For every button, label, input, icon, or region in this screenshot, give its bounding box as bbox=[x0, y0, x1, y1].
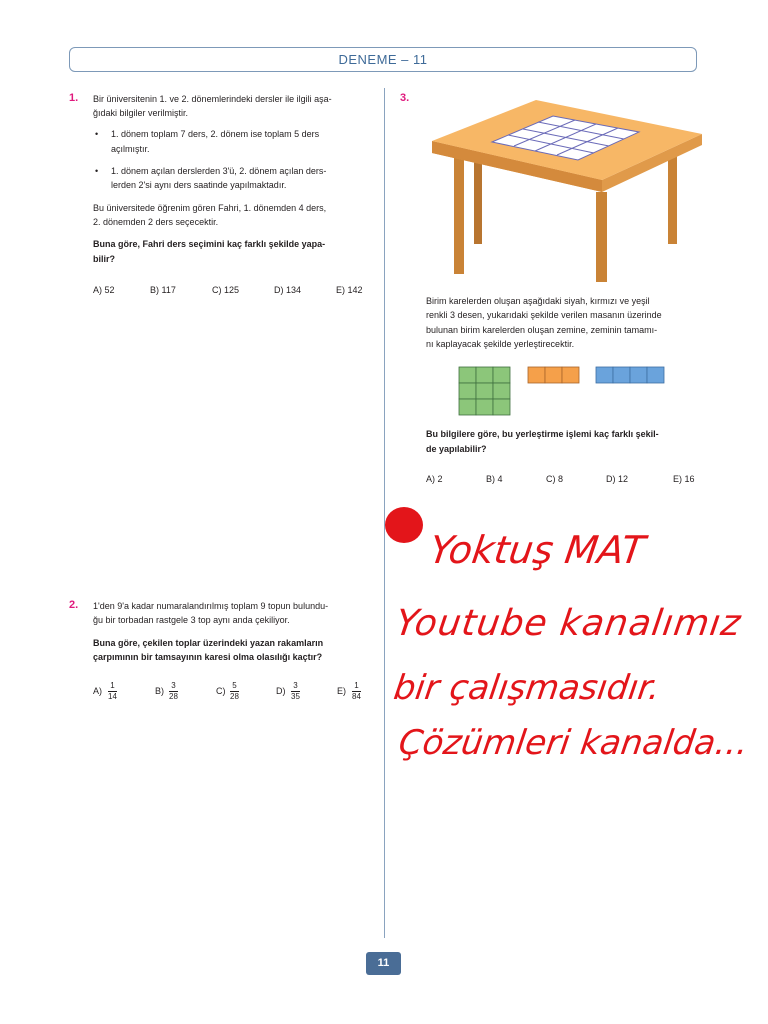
q2-intro-line2: ğu bir torbadan rastgele 3 top aynı anda çekiliyor. bbox=[93, 615, 290, 625]
q2-option-c-fraction[interactable]: $\frac{5}{28}$ bbox=[230, 681, 239, 701]
handwriting-line2: Youtube kanalımız bbox=[393, 603, 744, 644]
q2-option-e-fraction[interactable]: $\frac{1}{84}$ bbox=[352, 681, 361, 701]
q1-question-line1: Buna göre, Fahri ders seçimini kaç farklı şekilde yapa- bbox=[93, 239, 326, 249]
orange-pattern bbox=[528, 367, 579, 383]
table-leg bbox=[668, 154, 677, 244]
q1-bullet1-line1: 1. dönem toplam 7 ders, 2. dönem ise toplam 5 ders bbox=[111, 129, 320, 139]
handwriting-line1: Yoktuş MAT bbox=[426, 528, 648, 572]
q1-option-b[interactable]: B) 117 bbox=[150, 285, 176, 295]
q1-option-e[interactable]: E) 142 bbox=[336, 285, 363, 295]
q1-info-line1: Bu üniversitede öğrenim gören Fahri, 1. dönemden 4 ders, bbox=[93, 203, 327, 213]
q2-option-b-label[interactable]: B) bbox=[155, 686, 164, 696]
q2-question-line1: Buna göre, çekilen toplar üzerindeki yazan rakamların bbox=[93, 638, 324, 648]
q1-option-c[interactable]: C) 125 bbox=[212, 285, 240, 295]
q3-question-line1: Bu bilgilere göre, bu yerleştirme işlemi kaç farklı şekil- bbox=[426, 429, 659, 439]
q3-intro-line1: Birim karelerden oluşan aşağıdaki siyah, kırmızı ve yeşil bbox=[426, 296, 650, 306]
handwriting-line4: Çözümleri kanalda... bbox=[396, 723, 751, 763]
table-leg bbox=[596, 192, 607, 282]
q1-bullet2-line2: lerden 2'si aynı ders saatinde yapılmaktadır. bbox=[111, 180, 287, 190]
q1-bullet1-line2: açılmıştır. bbox=[111, 144, 150, 154]
column-divider bbox=[384, 88, 385, 938]
q2-option-d-label[interactable]: D) bbox=[276, 686, 286, 696]
handwriting-line3: bir çalışmasıdır. bbox=[391, 668, 663, 708]
q2-intro-line1: 1'den 9'a kadar numaralandırılmış toplam 9 topun bulundu- bbox=[93, 601, 329, 611]
q2-number: 2. bbox=[69, 599, 79, 611]
q2-option-e-label[interactable]: E) bbox=[337, 686, 346, 696]
q3-question-line2: de yapılabilir? bbox=[426, 444, 487, 454]
q1-question-line2: bilir? bbox=[93, 254, 115, 264]
q2-option-a-fraction[interactable]: $\frac{1}{14}$ bbox=[108, 681, 117, 701]
q2-option-c-label[interactable]: C) bbox=[216, 686, 226, 696]
table-leg bbox=[474, 154, 482, 244]
q2-option-a-label[interactable]: A) bbox=[93, 686, 102, 696]
green-pattern bbox=[459, 367, 510, 415]
blue-pattern bbox=[596, 367, 664, 383]
q1-bullet-dot: • bbox=[95, 129, 99, 139]
q3-option-e[interactable]: E) 16 bbox=[673, 474, 695, 484]
q1-number: 1. bbox=[69, 92, 79, 104]
q3-intro-line2: renkli 3 desen, yukarıdaki şekilde verilen masanın üzerinde bbox=[426, 310, 662, 320]
pattern-pieces bbox=[458, 366, 668, 418]
q2-question-line2: çarpımının bir tamsayının karesi olma olasılığı kaçtır? bbox=[93, 652, 323, 662]
q2-option-d-fraction[interactable]: $\frac{3}{35}$ bbox=[291, 681, 300, 701]
q3-intro-line4: nı kaplayacak şekilde yerleştirecektir. bbox=[426, 339, 575, 349]
q3-option-b[interactable]: B) 4 bbox=[486, 474, 503, 484]
q1-info-line2: 2. dönemden 2 ders seçecektir. bbox=[93, 217, 219, 227]
q1-option-a[interactable]: A) 52 bbox=[93, 285, 115, 295]
q3-option-c[interactable]: C) 8 bbox=[546, 474, 564, 484]
q3-intro-line3: bulunan birim karelerden oluşan zemine, zeminin tamamı- bbox=[426, 325, 658, 335]
q1-option-d[interactable]: D) 134 bbox=[274, 285, 302, 295]
page-number: 11 bbox=[366, 952, 401, 975]
table-illustration bbox=[428, 94, 718, 284]
q1-bullet-dot: • bbox=[95, 166, 99, 176]
table-leg bbox=[454, 154, 464, 274]
q1-intro-line1: Bir üniversitenin 1. ve 2. dönemlerindeki dersler ile ilgili aşa- bbox=[93, 94, 332, 104]
q2-option-b-fraction[interactable]: $\frac{3}{28}$ bbox=[169, 681, 178, 701]
red-dot bbox=[385, 507, 423, 543]
q3-option-a[interactable]: A) 2 bbox=[426, 474, 443, 484]
page-header bbox=[69, 47, 697, 72]
q1-bullet2-line1: 1. dönem açılan derslerden 3'ü, 2. dönem açılan ders- bbox=[111, 166, 327, 176]
header-title: DENEME – 11 bbox=[338, 52, 428, 67]
q1-intro-line2: ğıdaki bilgiler verilmiştir. bbox=[93, 108, 189, 118]
q3-number: 3. bbox=[400, 92, 410, 104]
q3-option-d[interactable]: D) 12 bbox=[606, 474, 629, 484]
